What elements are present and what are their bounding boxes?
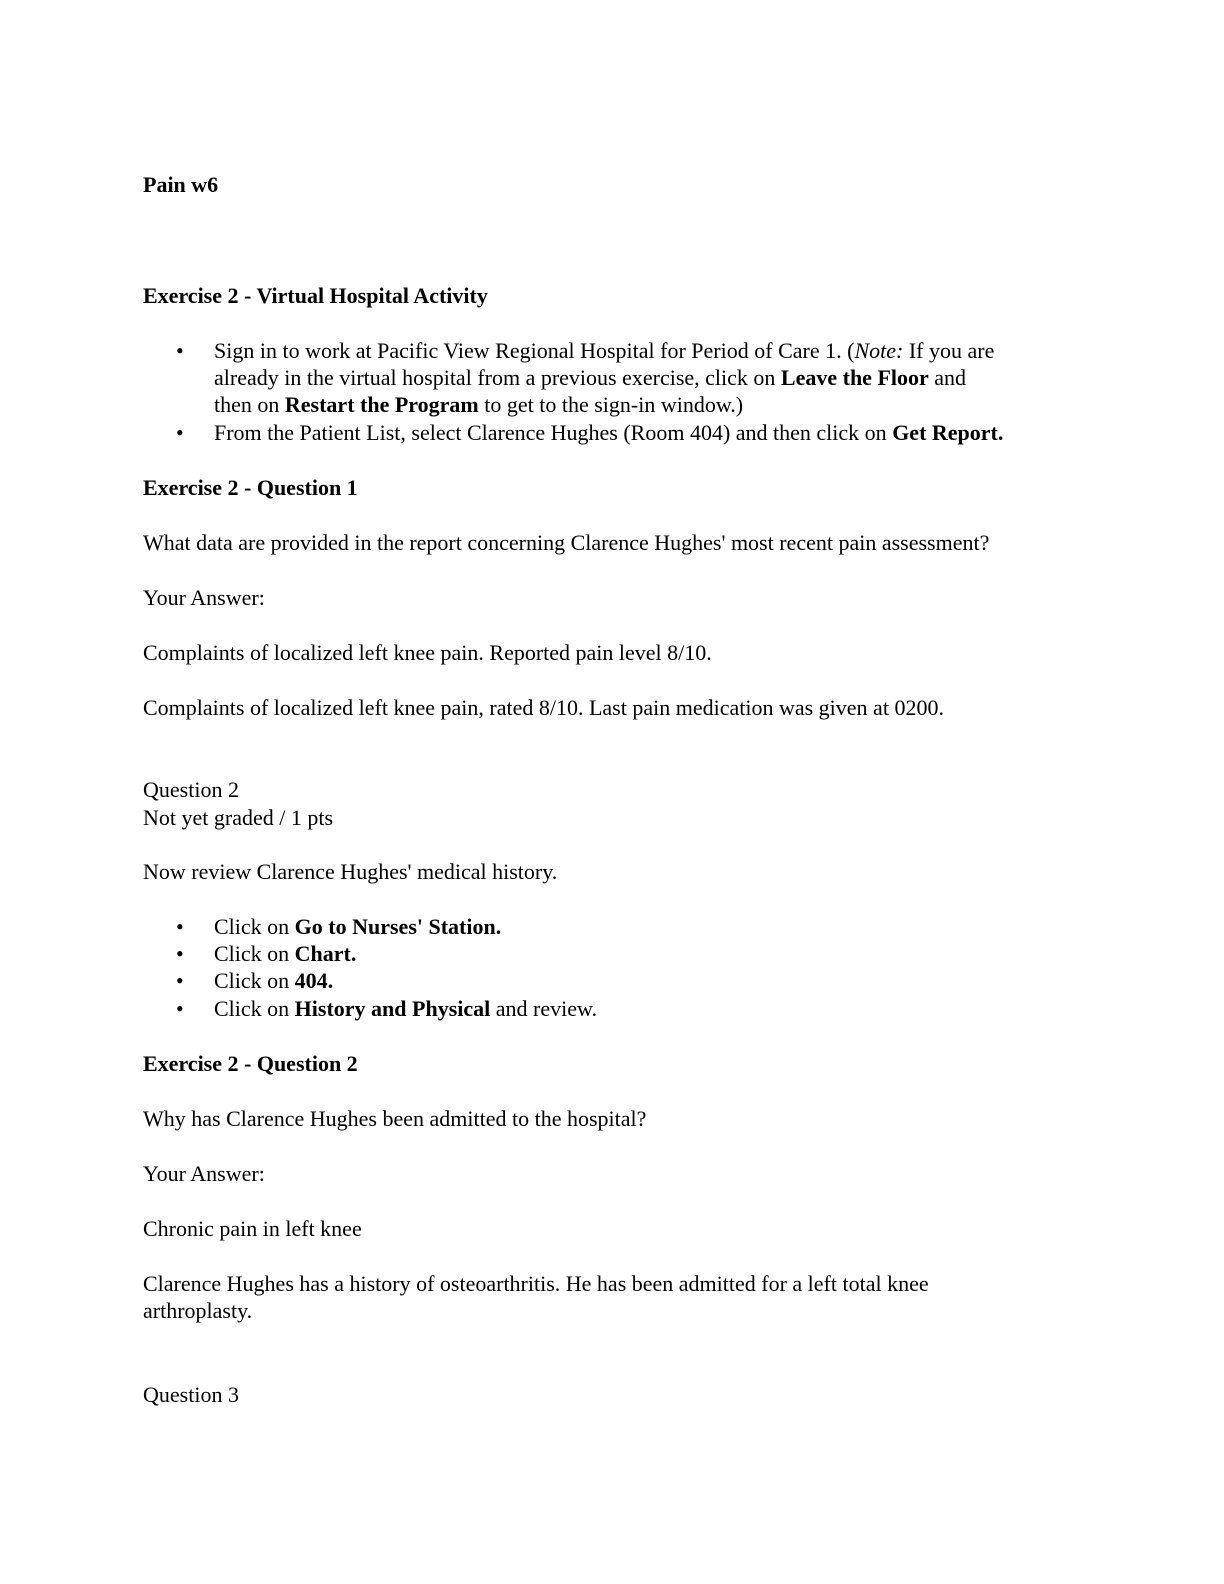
question-2-prompt: Why has Clarence Hughes been admitted to the hospital?	[143, 1106, 647, 1131]
question-1-prompt: What data are provided in the report concerning Clarence Hughes' most recent pain assessment?	[143, 530, 990, 555]
question-2-grade: Not yet graded / 1 pts	[143, 805, 334, 830]
list-item-line: Sign in to work at Pacific View Regional Hospital for Period of Care 1. (Note: If you are	[214, 338, 995, 363]
question-1-answer: Complaints of localized left knee pain. Reported pain level 8/10.	[143, 640, 712, 665]
section-heading-virtual-hospital: Exercise 2 - Virtual Hospital Activity	[143, 283, 488, 308]
bullet-icon: •	[176, 996, 184, 1021]
question-2-model-answer-line2: arthroplasty.	[143, 1298, 253, 1323]
list-item-step: • Click on 404.	[176, 968, 334, 993]
your-answer-label: Your Answer:	[143, 585, 265, 610]
bullet-icon: •	[176, 941, 184, 966]
your-answer-label: Your Answer:	[143, 1161, 265, 1186]
question-1-heading: Exercise 2 - Question 1	[143, 475, 358, 500]
question-2-label: Question 2	[143, 777, 239, 802]
list-item-patient-list: • From the Patient List, select Clarence Hughes (Room 404) and then click on Get Report.	[176, 420, 1004, 445]
list-item-step: • Click on Chart.	[176, 941, 357, 966]
question-2-heading: Exercise 2 - Question 2	[143, 1051, 358, 1076]
question-2-model-answer-line1: Clarence Hughes has a history of osteoarthritis. He has been admitted for a left total knee	[143, 1271, 929, 1296]
bullet-icon: •	[176, 420, 184, 445]
document-title: Pain w6	[143, 172, 219, 197]
question-2-intro: Now review Clarence Hughes' medical history.	[143, 859, 558, 884]
question-2-answer: Chronic pain in left knee	[143, 1216, 362, 1241]
list-item-line: then on Restart the Program to get to the sign-in window.)	[214, 392, 744, 417]
list-item-step: • Click on Go to Nurses' Station.	[176, 914, 502, 939]
bullet-icon: •	[176, 338, 184, 363]
list-item-step: • Click on History and Physical and review.	[176, 996, 597, 1021]
question-1-model-answer: Complaints of localized left knee pain, rated 8/10. Last pain medication was given at 0200.	[143, 695, 944, 720]
bullet-icon: •	[176, 968, 184, 993]
list-item-line: already in the virtual hospital from a previous exercise, click on Leave the Floor and	[214, 365, 967, 390]
question-3-label: Question 3	[143, 1382, 239, 1407]
bullet-icon: •	[176, 914, 184, 939]
list-item-sign-in	[176, 337, 1084, 418]
